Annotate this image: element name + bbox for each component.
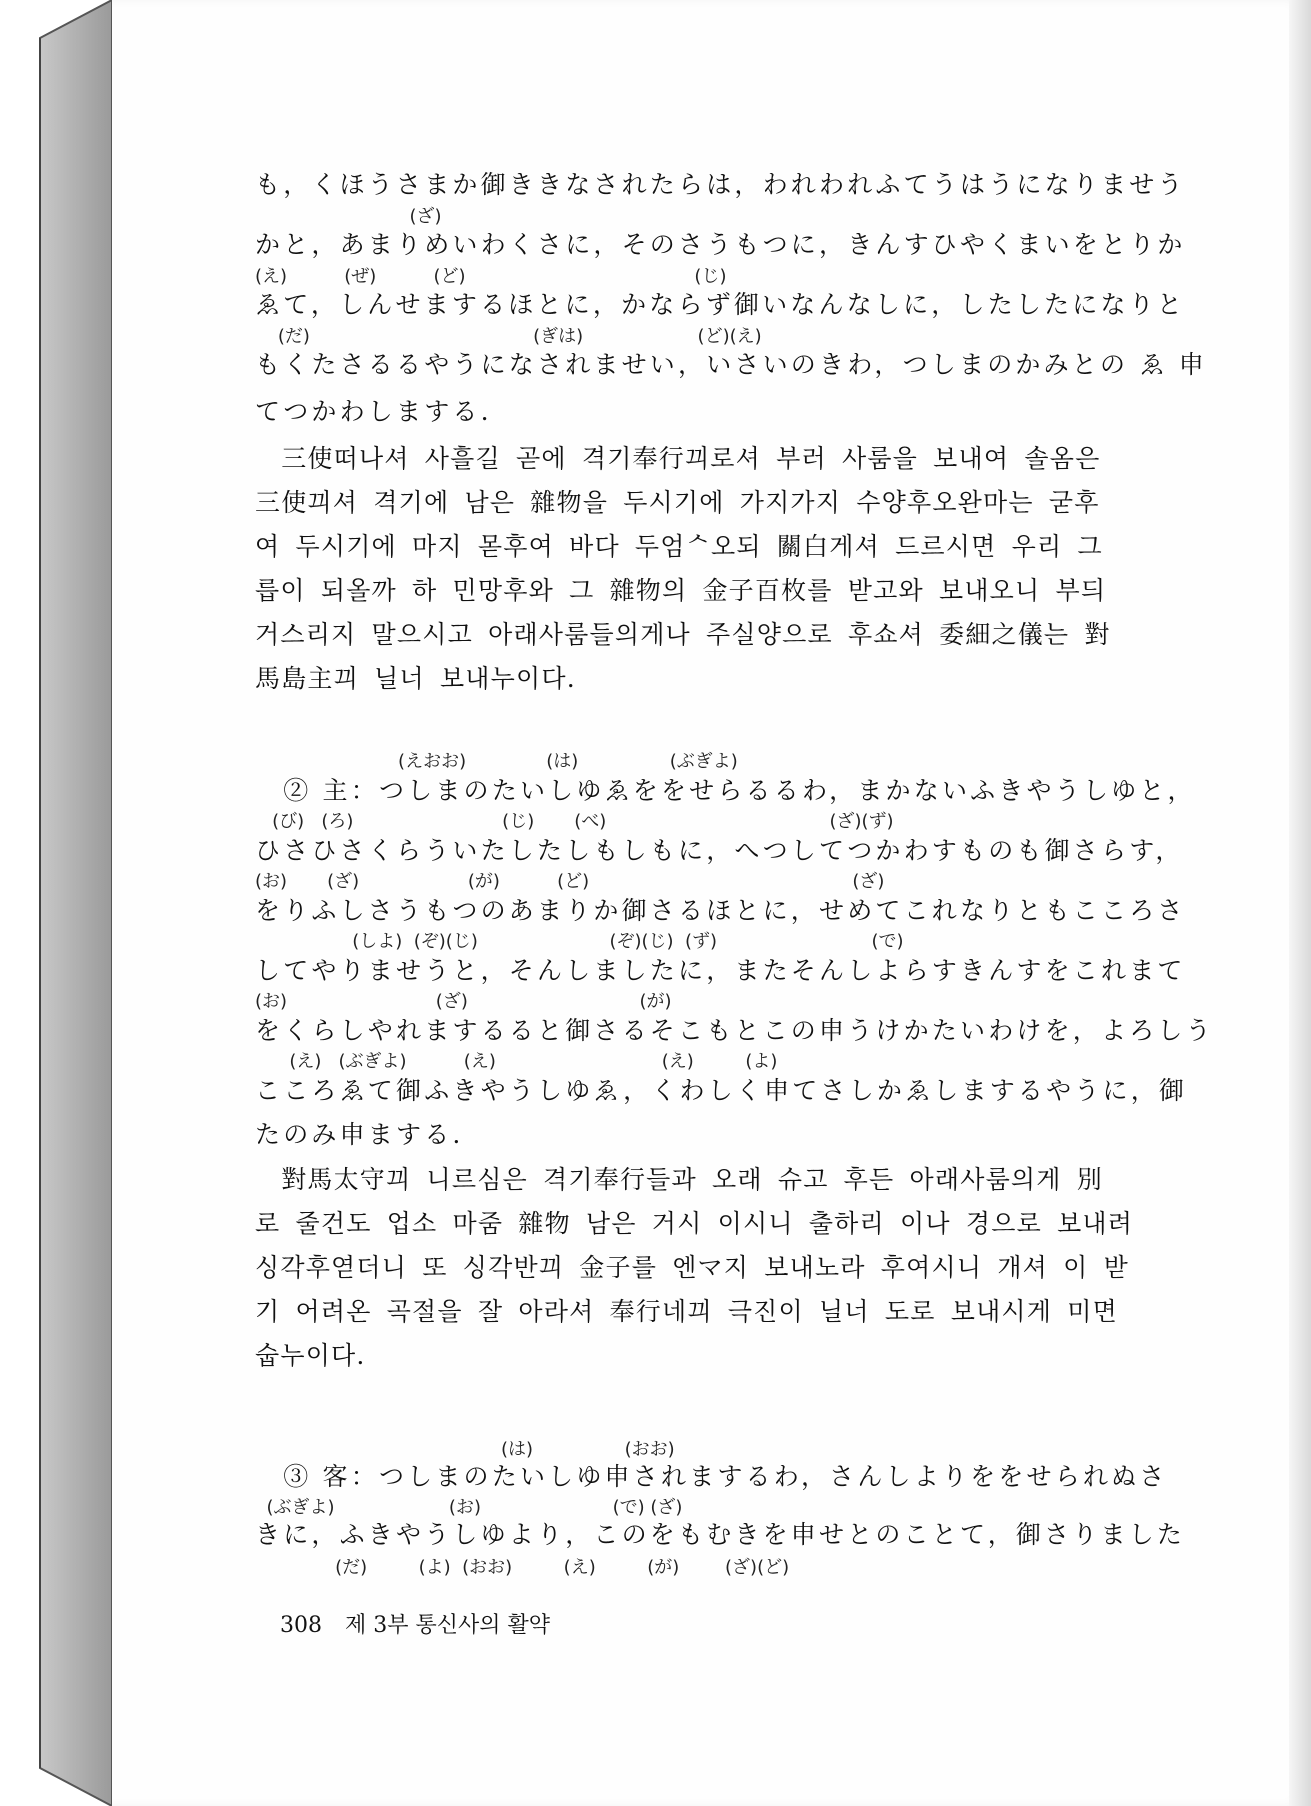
text-line: こころゑて御ふきやうしゆゑ，くわしく申てさしかゑしまするやうに，御 [255, 1076, 1188, 1105]
text-line: 숩누이다. [255, 1341, 366, 1370]
text-line: きに，ふきやうしゆより，このをもむきを申せとのことて，御さりました [255, 1520, 1186, 1549]
ruby-annotation: (え) (ぶぎよ) (え) (え) (よ) [255, 1051, 778, 1072]
ruby-annotation: (び) (ろ) (じ) (べ) (ざ)(ず) [255, 811, 894, 832]
text-line: 로 줄건도 업소 마줌 雜物 남은 거시 이시니 출하리 이나 경으로 보내려 [255, 1209, 1134, 1238]
section-title: 제 3부 통신사의 활약 [345, 1613, 550, 1638]
page-footer [280, 1613, 566, 1639]
page-edge-shadow [1289, 0, 1311, 1806]
text-line: たのみ申まする. [255, 1120, 464, 1149]
ruby-annotation: (ぶぎよ) (お) (で) (ざ) [255, 1497, 683, 1518]
text-line: をりふしさうもつのあまりか御さるほとに，せめてこれなりともこころさ [255, 896, 1186, 925]
text-line: 馬島主끠 닐너 보내누이다. [255, 664, 576, 693]
ruby-annotation: (えおお) (は) (ぶぎよ) [255, 751, 738, 772]
text-line: 여 두시기에 마지 몯후여 바다 두엄ᄉ오되 關白게셔 드르시면 우리 그 [255, 532, 1103, 561]
text-line: かと，あまりめいわくさに，そのさうもつに，きんすひやくまいをとりか [255, 230, 1186, 259]
text-line: 對馬太守끠 니르심은 격기奉行들과 오래 슈고 후든 아래사룸의게 別 [255, 1165, 1103, 1194]
text-line: もくたさるるやうになされませい，いさいのきわ，つしまのかみとの ゑ 申 [255, 350, 1207, 379]
text-line: ひさひさくらういたしたしもしもに，へつしてつかわすものも御さらす， [255, 836, 1184, 865]
book-spine [0, 0, 112, 1806]
text-line: 싱각후엳더니 또 싱각반끠 金子를 엔マ지 보내노라 후여시니 개셔 이 받 [255, 1253, 1130, 1282]
text-line: てつかわしまする. [255, 397, 492, 426]
text-line: をくらしやれまするると御さるそこもとこの申うけかたいわけを，よろしう [255, 1016, 1214, 1045]
text-line: 거스리지 말으시고 아래사룸들의게나 주실양으로 후쇼셔 委細之儀는 對 [255, 620, 1111, 649]
text-line: ③ 客：つしまのたいしゆ申されまするわ，さんしよりををせられぬさ [255, 1462, 1168, 1491]
text-line: も，くほうさまか御ききなされたらは，われわれふてうはうになりませう [255, 170, 1186, 199]
page-number: 308 [280, 1613, 322, 1638]
ruby-annotation: (お) (ざ) (が) (ど) (ざ) [255, 871, 885, 892]
ruby-annotation: (だ) (ぎは) (ど)(え) [255, 326, 762, 347]
text-line: 릅이 되올까 하 민망후와 그 雜物의 金子百枚를 받고와 보내오니 부듸 [255, 576, 1107, 605]
text-line: 三使떠나셔 사흘길 곧에 격기奉行끠로셔 부러 사룸을 보내여 솔옴은 [255, 444, 1101, 473]
ruby-annotation: (え) (ぜ) (ど) (じ) [255, 266, 727, 287]
ruby-annotation: (しよ) (ぞ)(じ) (ぞ)(じ) (ず) (で) [255, 931, 904, 952]
text-line: 三使끠셔 격기에 남은 雜物을 두시기에 가지가지 수양후오완마는 굳후 [255, 488, 1100, 517]
ruby-annotation: (お) (ざ) (が) [255, 991, 672, 1012]
text-line: ② 主：つしまのたいしゆゑををせらるるわ，まかないふきやうしゆと， [255, 776, 1196, 805]
text-line: ゑて，しんせまするほとに，かならず御いなんなしに，したしたになりと [255, 290, 1186, 319]
text-line: してやりませうと，そんしましたに，またそんしよらすきんすをこれまて [255, 956, 1186, 985]
ruby-annotation: (は) (おお) [255, 1439, 675, 1460]
text-line: 기 어려온 곡절을 잘 아라셔 奉行네끠 극진이 닐너 도로 보내시게 미면 [255, 1297, 1118, 1326]
ruby-annotation: (ざ) [255, 206, 442, 227]
ruby-annotation: (だ) (よ) (おお) (え) (が) (ざ)(ど) [255, 1557, 790, 1578]
